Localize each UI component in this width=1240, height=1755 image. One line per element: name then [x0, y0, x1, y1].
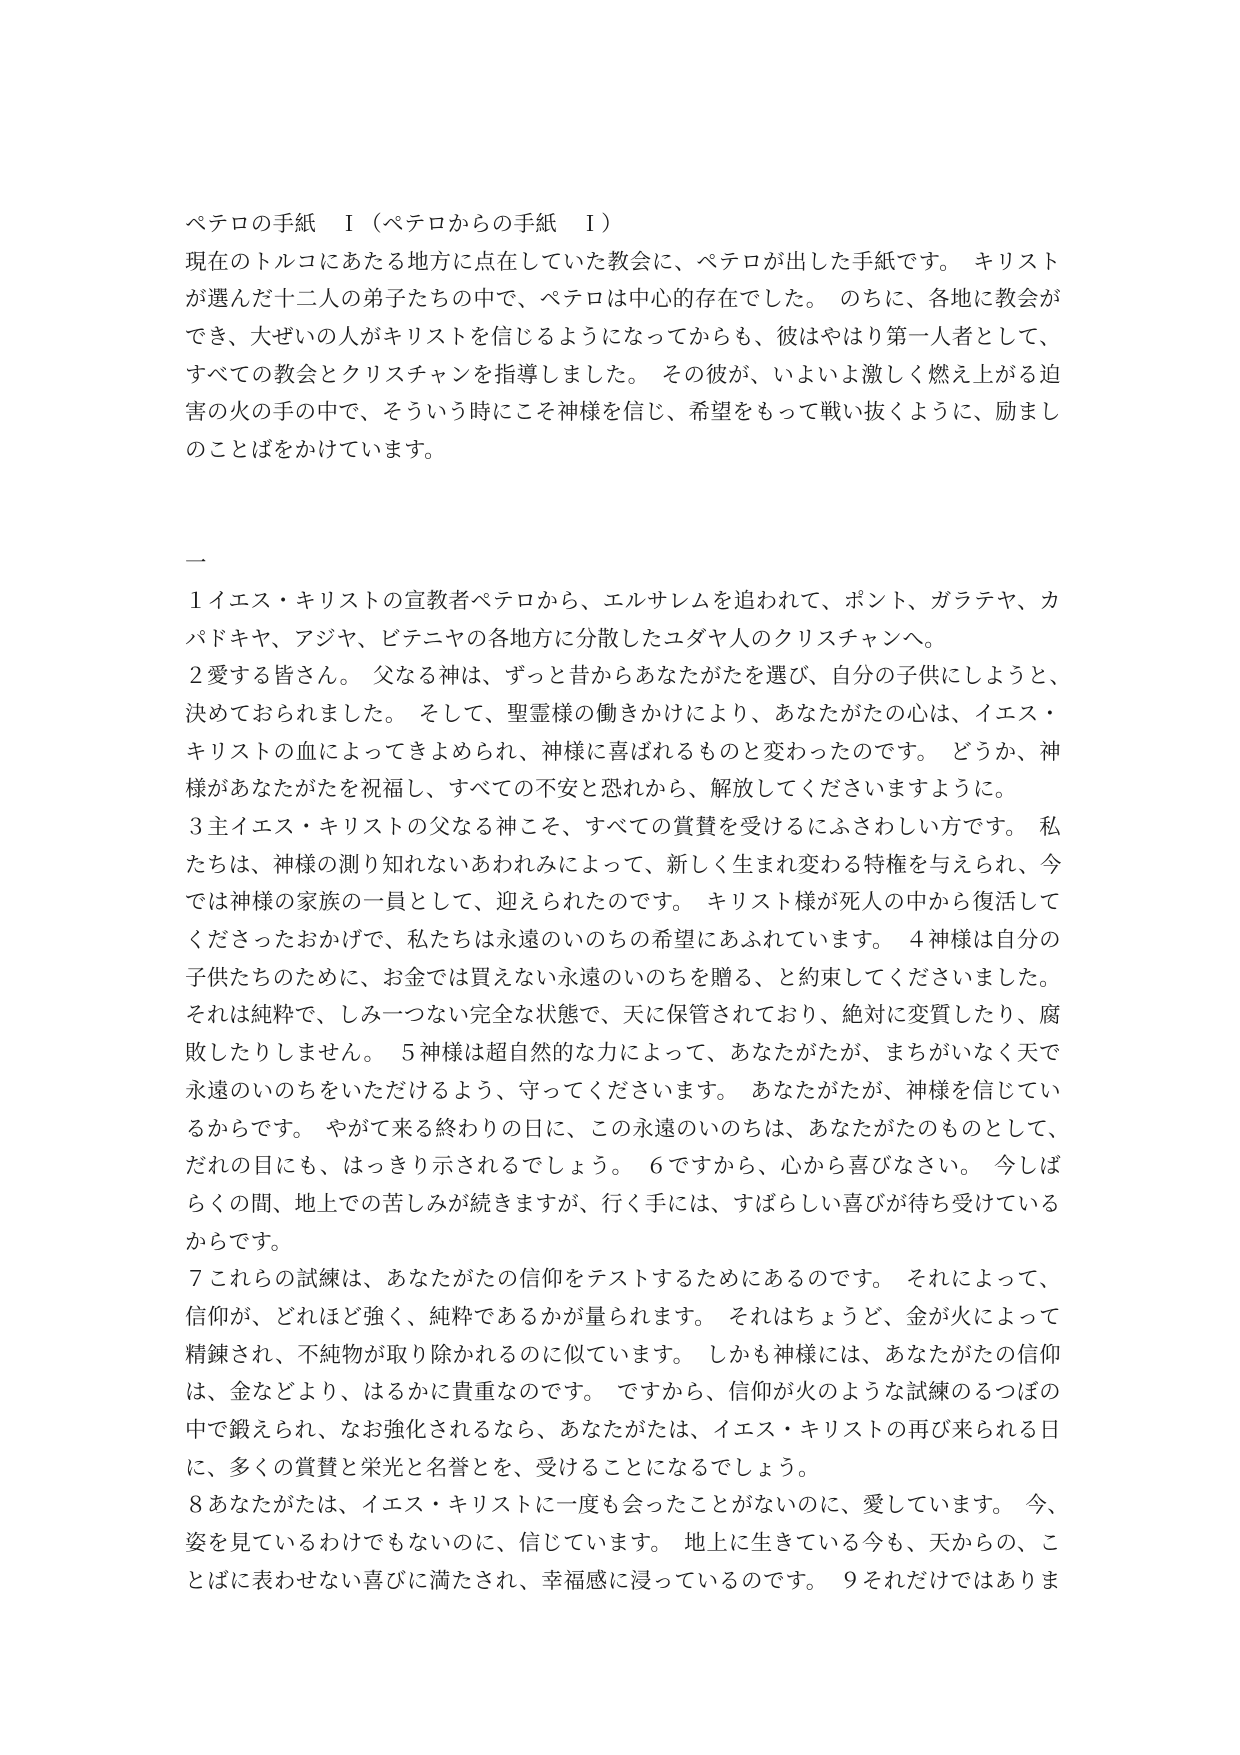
intro-line: 害の火の手の中で、そういう時にこそ神様を信じ、希望をもって戦い抜くように、励まし — [185, 400, 1061, 426]
intro-line: のことばをかけています。 — [185, 438, 447, 464]
body-line: だれの目にも、はっきり示されるでしょう。 ６ですから、心から喜びなさい。 今しば — [185, 1154, 1061, 1180]
body-line: 永遠のいのちをいただけるよう、守ってくださいます。 あなたがたが、神様を信じてい — [185, 1078, 1061, 1104]
body-line: 子供たちのために、お金では買えない永遠のいのちを贈る、と約束してくださいました。 — [185, 965, 1062, 991]
body-line: ２愛する皆さん。 父なる神は、ずっと昔からあなたがたを選び、自分の子供にしようと、 — [185, 664, 1072, 690]
body-line: １イエス・キリストの宣教者ペテロから、エルサレムを追われて、ポント、ガラテヤ、カ — [185, 588, 1061, 614]
body-line: ８あなたがたは、イエス・キリストに一度も会ったことがないのに、愛しています。 今、 — [185, 1493, 1070, 1519]
spacer — [185, 470, 1061, 508]
body-line: ７これらの試練は、あなたがたの信仰をテストするためにあるのです。 それによって、 — [185, 1267, 1061, 1293]
intro-line: 現在のトルコにあたる地方に点在していた教会に、ペテロが出した手紙です。 キリスト — [185, 249, 1061, 275]
body-line: くださったおかげで、私たちは永遠のいのちの希望にあふれています。 ４神様は自分の — [185, 928, 1061, 954]
body-line: らくの間、地上での苦しみが続きますが、行く手には、すばらしい喜びが待ち受けている — [185, 1191, 1062, 1217]
body-line: 決めておられました。 そして、聖霊様の働きかけにより、あなたがたの心は、イエス・ — [185, 701, 1061, 727]
body-line: キリストの血によってきよめられ、神様に喜ばれるものと変わったのです。 どうか、神 — [185, 739, 1061, 765]
body-line: 信仰が、どれほど強く、純粋であるかが量られます。 それはちょうど、金が火によって — [185, 1304, 1061, 1330]
chapter-number: 一 — [185, 551, 207, 577]
body-line: では神様の家族の一員として、迎えられたのです。 キリスト様が死人の中から復活して — [185, 890, 1061, 916]
intro-line: でき、大ぜいの人がキリストを信じるようになってからも、彼はやはり第一人者として、 — [185, 325, 1061, 351]
spacer — [185, 508, 1061, 546]
body-line: パドキヤ、アジヤ、ビテニヤの各地方に分散したユダヤ人のクリスチャンへ。 — [185, 626, 947, 652]
body-line: ３主イエス・キリストの父なる神こそ、すべての賞賛を受けるにふさわしい方です。 私 — [185, 815, 1061, 840]
body-line: たちは、神様の測り知れないあわれみによって、新しく生まれ変わる特権を与えられ、今 — [185, 852, 1062, 878]
intro-paragraph — [185, 244, 1061, 470]
scripture-body — [185, 583, 1072, 1601]
document-page — [185, 206, 1072, 1600]
body-line: るからです。 やがて来る終わりの日に、この永遠のいのちは、あなたがたのものとして、 — [185, 1116, 1070, 1142]
body-line: 姿を見ているわけでもないのに、信じています。 地上に生きている今も、天からの、こ — [185, 1531, 1061, 1557]
body-line: に、多くの賞賛と栄光と名誉とを、受けることになるでしょう。 — [185, 1455, 820, 1481]
body-line: からです。 — [185, 1229, 293, 1255]
body-line: とばに表わせない喜びに満たされ、幸福感に浸っているのです。 ９それだけではありま — [185, 1568, 1061, 1594]
intro-line: が選んだ十二人の弟子たちの中で、ペテロは中心的存在でした。 のちに、各地に教会が — [185, 287, 1061, 313]
intro-line: すべての教会とクリスチャンを指導しました。 その彼が、いよいよ激しく燃え上がる迫 — [185, 362, 1061, 388]
body-line: 中で鍛えられ、なお強化されるなら、あなたがたは、イエス・キリストの再び来られる日 — [185, 1418, 1062, 1443]
body-line: 様があなたがたを祝福し、すべての不安と恐れから、解放してくださいますように。 — [185, 777, 1017, 803]
body-line: 精錬され、不純物が取り除かれるのに似ています。 しかも神様には、あなたがたの信仰 — [185, 1342, 1061, 1368]
body-line: それは純粋で、しみ一つない完全な状態で、天に保管されており、絶対に変質したり、腐 — [185, 1003, 1061, 1029]
document-title: ペテロの手紙 Ｉ（ペテロからの手紙 Ｉ） — [185, 212, 624, 237]
body-line: 敗したりしません。 ５神様は超自然的な力によって、あなたがたが、まちがいなく天で — [185, 1041, 1061, 1067]
body-line: は、金などより、はるかに貴重なのです。 ですから、信仰が火のような試練のるつぼの — [185, 1380, 1061, 1406]
